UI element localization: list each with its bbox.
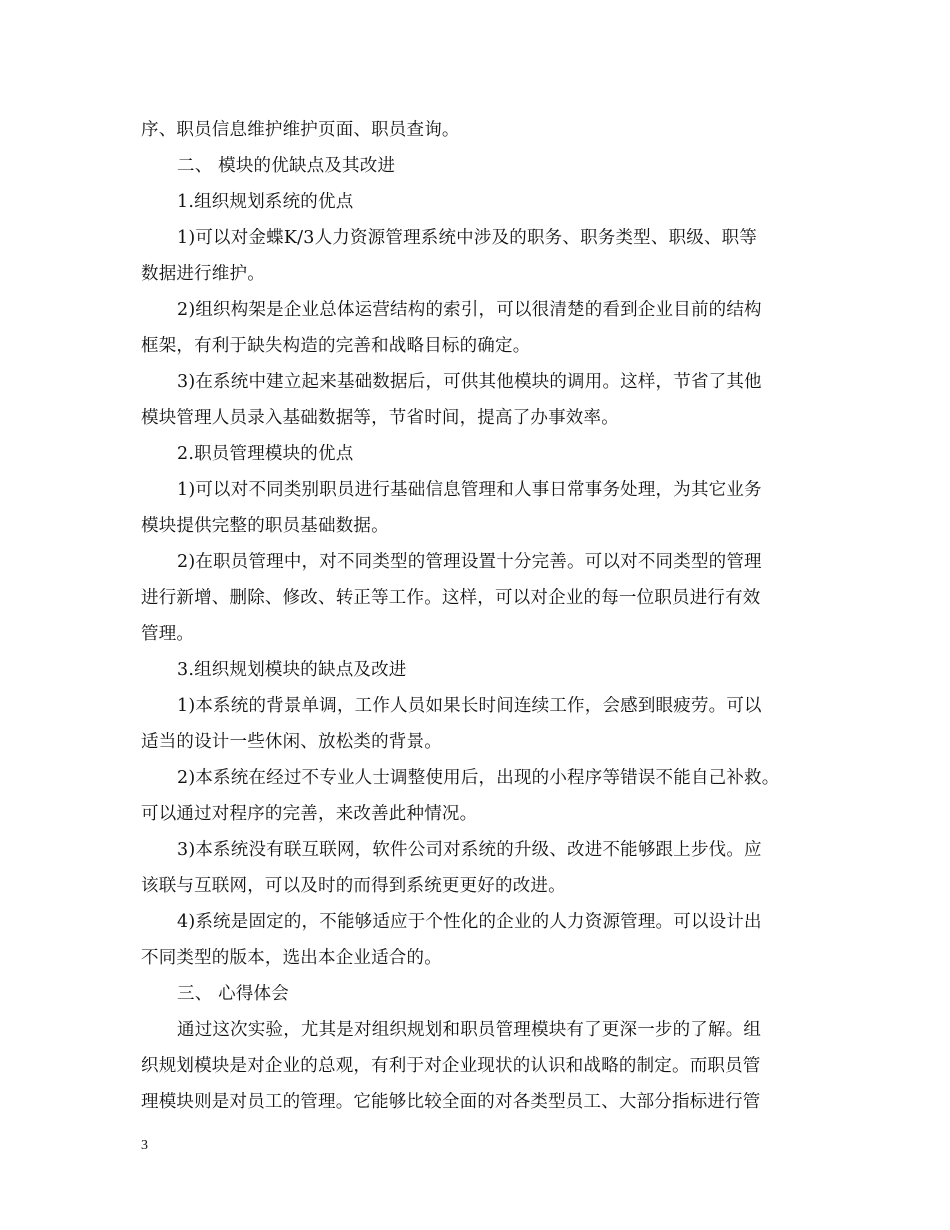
- text-line: 模块管理人员录入基础数据等，节省时间，提高了办事效率。: [141, 408, 619, 428]
- page-number: 3: [141, 1138, 148, 1153]
- text-line: 适当的设计一些休闲、放松类的背景。: [141, 732, 442, 752]
- text-line: 框架，有利于缺失构造的完善和战略目标的确定。: [141, 336, 531, 356]
- text-line: 模块提供完整的职员基础数据。: [141, 516, 389, 536]
- text-line: 2)在职员管理中，对不同类型的管理设置十分完善。可以对不同类型的管理: [177, 552, 762, 572]
- text-line: 管理。: [141, 624, 195, 644]
- text-line: 1)可以对不同类别职员进行基础信息管理和人事日常事务处理，为其它业务: [177, 480, 762, 500]
- text-line: 1)可以对金蝶K/3人力资源管理系统中涉及的职务、职务类型、职级、职等: [177, 228, 758, 248]
- body-text: [141, 112, 821, 1120]
- text-line: 1.组织规划系统的优点: [177, 192, 354, 212]
- text-line: 理模块则是对员工的管理。它能够比较全面的对各类型员工、大部分指标进行管: [141, 1092, 761, 1112]
- text-line: 通过这次实验，尤其是对组织规划和职员管理模块有了更深一步的了解。组: [177, 1020, 762, 1040]
- text-line: 不同类型的版本，选出本企业适合的。: [141, 948, 442, 968]
- text-line: 进行新增、删除、修改、转正等工作。这样，可以对企业的每一位职员进行有效: [141, 588, 761, 608]
- text-line: 4)系统是固定的，不能够适应于个性化的企业的人力资源管理。可以设计出: [177, 912, 762, 932]
- text-line: 三、 心得体会: [177, 984, 289, 1004]
- text-line: 该联与互联网，可以及时的而得到系统更更好的改进。: [141, 876, 566, 896]
- text-line: 织规划模块是对企业的总观，有利于对企业现状的认识和战略的制定。而职员管: [141, 1056, 761, 1076]
- text-line: 2.职员管理模块的优点: [177, 444, 354, 464]
- text-line: 3)在系统中建立起来基础数据后，可供其他模块的调用。这样，节省了其他: [177, 372, 762, 392]
- text-line: 二、 模块的优缺点及其改进: [177, 156, 396, 176]
- text-line: 3.组织规划模块的缺点及改进: [177, 660, 407, 680]
- text-line: 3)本系统没有联互联网，软件公司对系统的升级、改进不能够跟上步伐。应: [177, 840, 762, 860]
- text-line: 2)本系统在经过不专业人士调整使用后，出现的小程序等错误不能自己补救。: [177, 768, 780, 788]
- text-line: 可以通过对程序的完善，来改善此种情况。: [141, 804, 478, 824]
- text-line: 2)组织构架是企业总体运营结构的索引，可以很清楚的看到企业目前的结构: [177, 300, 762, 320]
- text-line: 序、职员信息维护维护页面、职员查询。: [141, 120, 460, 140]
- text-line: 数据进行维护。: [141, 264, 265, 284]
- text-line: 1)本系统的背景单调，工作人员如果长时间连续工作，会感到眼疲劳。可以: [177, 696, 762, 716]
